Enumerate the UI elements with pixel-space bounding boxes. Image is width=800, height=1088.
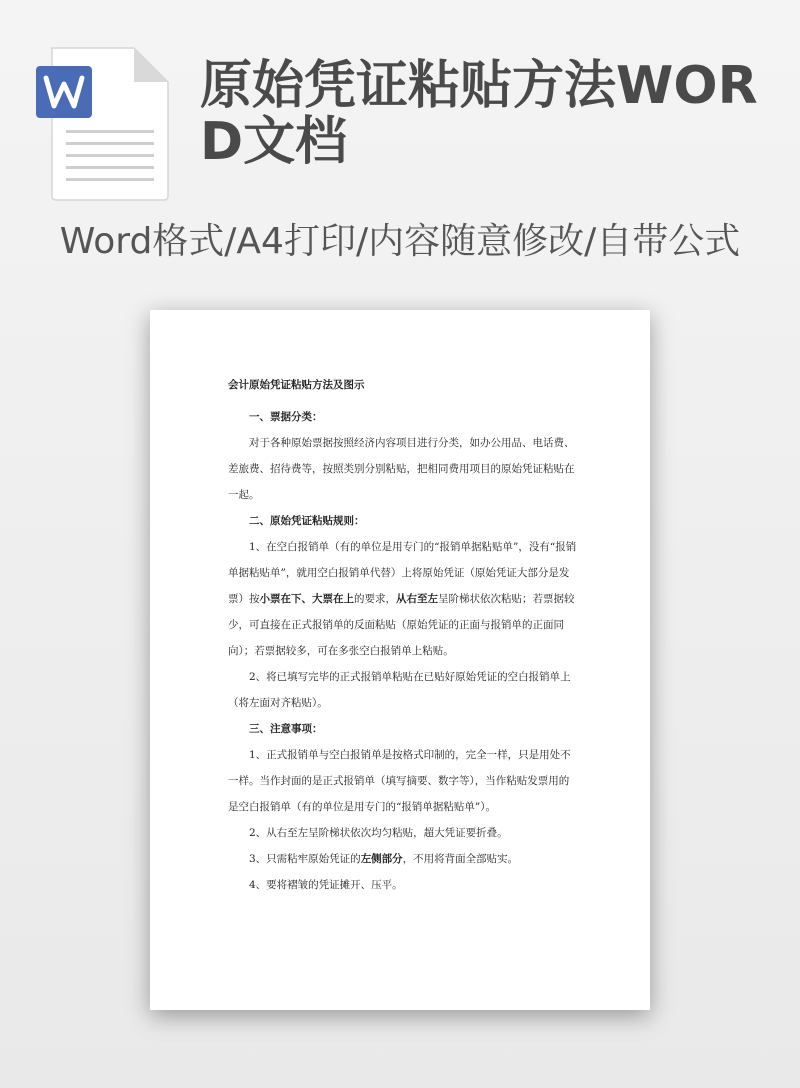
- document-body: [228, 372, 578, 898]
- text-run: 的要求，: [354, 593, 396, 605]
- section-heading: 三、注意事项：: [249, 723, 323, 735]
- section-heading: 一、票据分类：: [249, 411, 323, 423]
- paragraph: [228, 846, 578, 872]
- text-run: 1、在空白报销单（有的单位是用专门的“报销单据粘贴单”，没有“报销单据粘贴单”，就用空白报销单代替）上将原始凭证（原始凭证大部分是发票）按: [228, 541, 577, 605]
- paragraph: 2、将已填写完毕的正式报销单粘贴在已贴好原始凭证的空白报销单上（将左面对齐粘贴）。: [228, 671, 571, 709]
- bold-text: 小票在下、大票在上: [259, 593, 354, 605]
- page-title: 原始凭证粘贴方法WORD文档: [200, 56, 758, 172]
- text-run: 3、只需粘牢原始凭证的: [249, 853, 361, 865]
- paragraph: 对于各种原始票据按照经济内容项目进行分类，如办公用品、电话费、差旅费、招待费等，按照类别分别粘贴，把相同费用项目的原始凭证粘贴在一起。: [228, 437, 575, 501]
- document-title: 会计原始凭证粘贴方法及图示: [228, 379, 365, 391]
- word-file-icon: [36, 44, 172, 204]
- paragraph: 2、从右至左呈阶梯状依次均匀粘贴，超大凭证要折叠。: [249, 827, 508, 839]
- text-run: 呈阶梯状依次粘贴；若票据较少，可直接在正式报销单的反面粘贴（原始凭证的正面与报销单的正面同向）；若票据较多，可在多张空白报销单上粘贴。: [228, 593, 575, 657]
- bold-text: 从右至左: [396, 593, 438, 605]
- document-page: [150, 310, 650, 1010]
- bold-text: 左侧部分: [360, 853, 403, 865]
- text-run: ，不用将背面全部贴实。: [402, 853, 519, 865]
- paragraph: 4、要将褶皱的凭证摊开、压平。: [249, 879, 403, 891]
- paragraph: 1、正式报销单与空白报销单是按格式印制的，完全一样，只是用处不一样。当作封面的是正式报销单（填写摘要、数字等），当作粘贴发票用的是空白报销单（有的单位是用专门的“报销单据粘贴单”）。: [228, 749, 571, 813]
- paragraph: [228, 534, 578, 664]
- section-heading: 二、原始凭证粘贴规则：: [249, 515, 365, 527]
- page-subtitle: Word格式/A4打印/内容随意修改/自带公式: [59, 221, 741, 262]
